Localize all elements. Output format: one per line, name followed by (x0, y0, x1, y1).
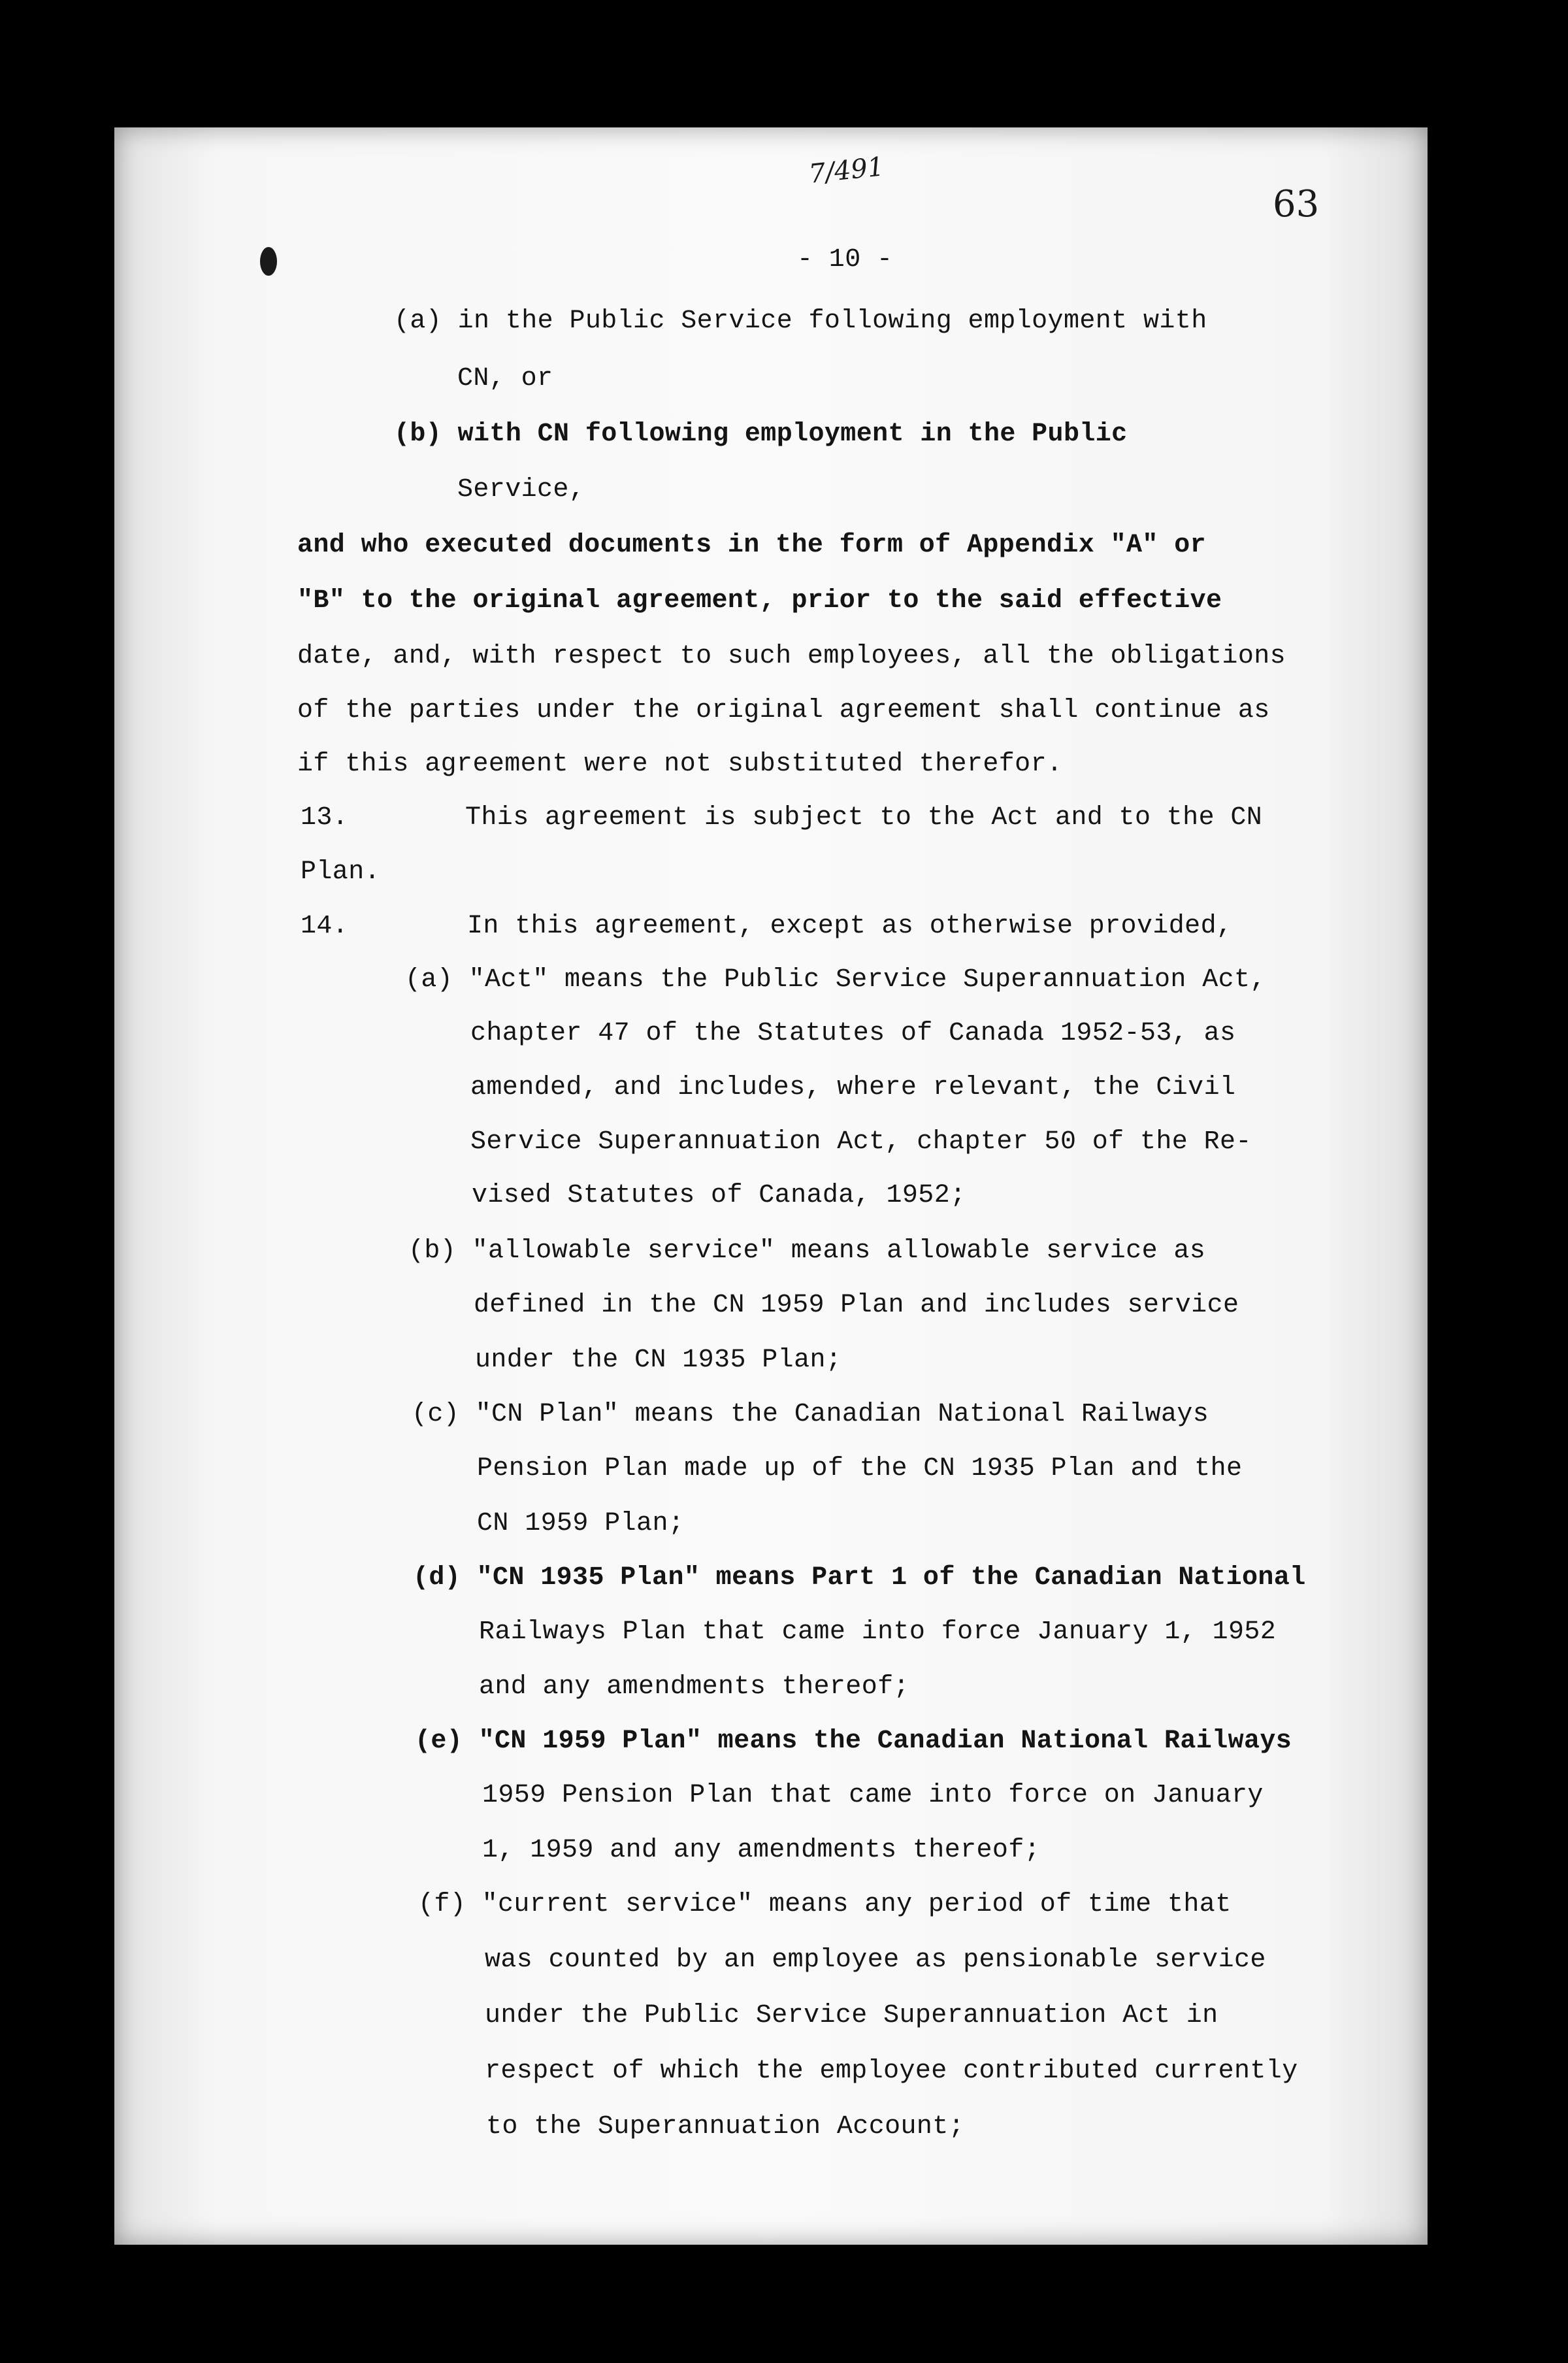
text-line: 1, 1959 and any amendments thereof; (482, 1836, 1041, 1865)
clause-number: 13. (301, 803, 349, 833)
text-line: (a) in the Public Service following employment with (394, 306, 1207, 336)
text-line: (b) with CN following employment in the Public (394, 420, 1128, 449)
text-line: 1959 Pension Plan that came into force on January (482, 1781, 1264, 1810)
text-line: respect of which the employee contributed currently (485, 2057, 1298, 2086)
page-number: - 10 - (797, 245, 893, 274)
text-line: and who executed documents in the form of Appendix "A" or (297, 531, 1207, 560)
text-line: CN, or (457, 364, 553, 393)
text-line: to the Superannuation Account; (486, 2112, 965, 2141)
text-line: (f) "current service" means any period of time that (418, 1890, 1232, 1919)
text-line: vised Statutes of Canada, 1952; (472, 1181, 966, 1210)
text-line: was counted by an employee as pensionable service (485, 1945, 1266, 1975)
text-line: amended, and includes, where relevant, the Civil (470, 1073, 1236, 1102)
text-line: if this agreement were not substituted therefor. (297, 750, 1063, 779)
text-line: under the CN 1935 Plan; (475, 1346, 842, 1375)
text-line: Service, (457, 475, 585, 504)
text-line: under the Public Service Superannuation Act in (485, 2001, 1218, 2030)
punch-hole-mark (260, 247, 277, 276)
text-line: date, and, with respect to such employees, all the obligations (297, 642, 1286, 671)
text-line: of the parties under the original agreement shall continue as (297, 696, 1270, 725)
text-line: (b) "allowable service" means allowable service as (408, 1236, 1206, 1266)
clause-number: 14. (301, 912, 349, 941)
text-line: (e) "CN 1959 Plan" means the Canadian National Railways (415, 1727, 1292, 1756)
text-line: and any amendments thereof; (479, 1672, 909, 1702)
page-stamp-number: 63 (1273, 183, 1320, 225)
text-line: chapter 47 of the Statutes of Canada 1952-53, as (470, 1019, 1236, 1048)
text-line: Plan. (301, 857, 381, 887)
text-line: (c) "CN Plan" means the Canadian National Railways (412, 1400, 1209, 1429)
text-line: Pension Plan made up of the CN 1935 Plan and the (477, 1454, 1243, 1483)
handwritten-reference: 7/491 (807, 152, 886, 190)
text-line: (d) "CN 1935 Plan" means Part 1 of the Canadian National (413, 1563, 1306, 1593)
text-line: "B" to the original agreement, prior to the said effective (297, 586, 1222, 616)
text-line: In this agreement, except as otherwise provided, (467, 912, 1233, 941)
text-line: CN 1959 Plan; (477, 1509, 685, 1538)
text-line: This agreement is subject to the Act and to the CN (465, 803, 1263, 833)
text-line: Service Superannuation Act, chapter 50 of the Re- (470, 1127, 1252, 1157)
text-line: (a) "Act" means the Public Service Superannuation Act, (405, 965, 1266, 995)
text-line: Railways Plan that came into force January 1, 1952 (479, 1617, 1277, 1647)
text-line: defined in the CN 1959 Plan and includes service (474, 1291, 1239, 1320)
